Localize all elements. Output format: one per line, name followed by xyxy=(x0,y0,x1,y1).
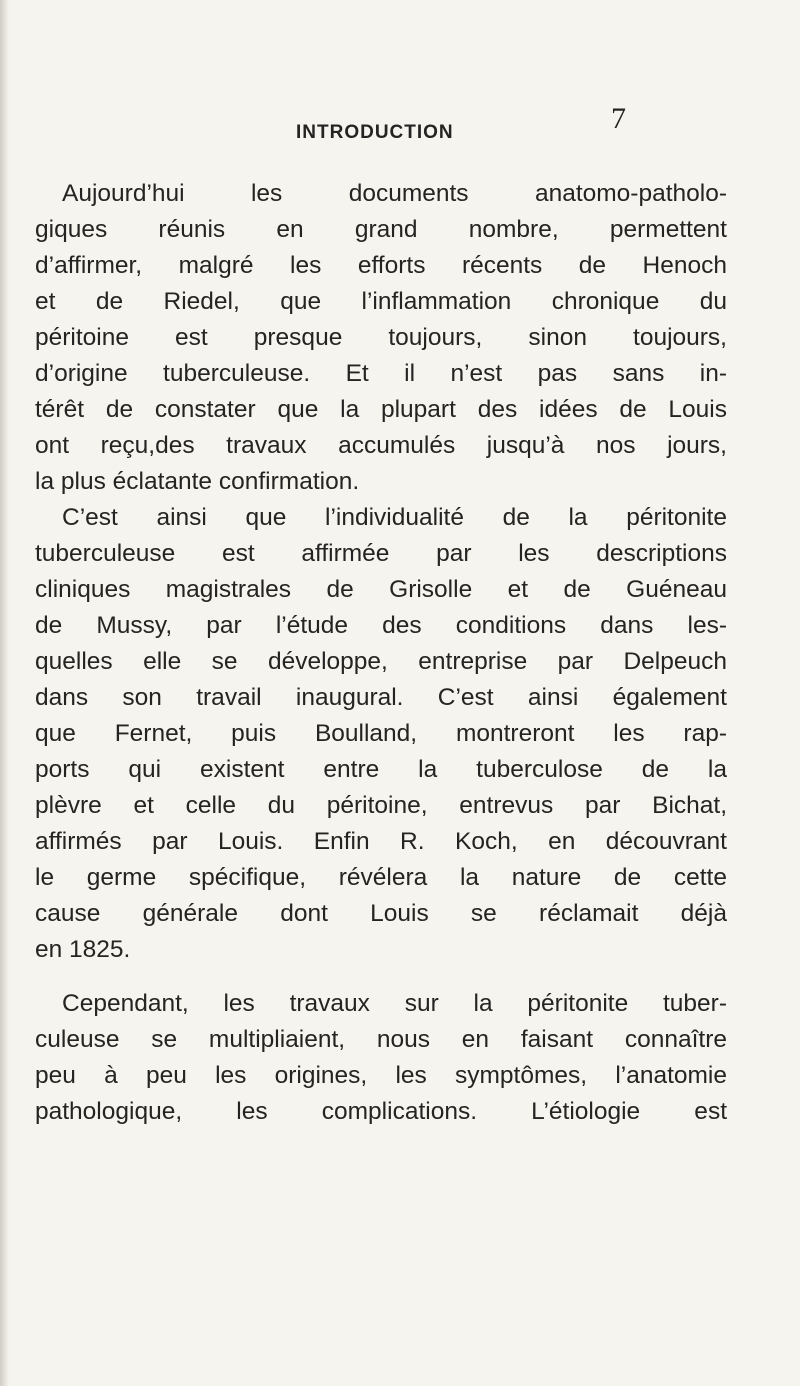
text-line: la plus éclatante confirmation. xyxy=(35,468,360,495)
text-line: pathologique, les complications. L’étiologie est xyxy=(35,1098,727,1125)
page-header xyxy=(0,102,800,152)
text-line: et de Riedel, que l’inflammation chronique du xyxy=(35,288,727,315)
text-line: le germe spécifique, révélera la nature de cette xyxy=(35,864,727,891)
text-line: Cependant, les travaux sur la péritonite tuber- xyxy=(62,990,727,1017)
text-line: de Mussy, par l’étude des conditions dans les- xyxy=(35,612,727,639)
text-line: Aujourd’hui les documents anatomo-patholo- xyxy=(62,180,727,207)
text-line: que Fernet, puis Boulland, montreront les rap- xyxy=(35,720,727,747)
text-line: ont reçu,des travaux accumulés jusqu’à nos jours, xyxy=(35,432,727,459)
text-line: d’origine tuberculeuse. Et il n’est pas sans in- xyxy=(35,360,727,387)
text-line: quelles elle se développe, entreprise par Delpeuch xyxy=(35,648,727,675)
running-title: INTRODUCTION xyxy=(296,122,454,143)
text-line: dans son travail inaugural. C’est ainsi également xyxy=(35,684,727,711)
text-line: ports qui existent entre la tuberculose de la xyxy=(35,756,727,783)
text-line: tuberculeuse est affirmée par les descriptions xyxy=(35,540,727,567)
text-line: giques réunis en grand nombre, permettent xyxy=(35,216,727,243)
text-line: péritoine est presque toujours, sinon toujours, xyxy=(35,324,727,351)
text-line: culeuse se multipliaient, nous en faisant connaître xyxy=(35,1026,727,1053)
text-line: plèvre et celle du péritoine, entrevus par Bichat, xyxy=(35,792,727,819)
page-edge-shadow xyxy=(0,0,9,1386)
text-line: affirmés par Louis. Enfin R. Koch, en découvrant xyxy=(35,828,727,855)
text-line: cliniques magistrales de Grisolle et de Guéneau xyxy=(35,576,727,603)
text-line: en 1825. xyxy=(35,936,131,963)
text-line: cause générale dont Louis se réclamait déjà xyxy=(35,900,727,927)
text-line: d’affirmer, malgré les efforts récents de Henoch xyxy=(35,252,727,279)
text-line: térêt de constater que la plupart des idées de Louis xyxy=(35,396,727,423)
text-line: C’est ainsi que l’individualité de la péritonite xyxy=(62,504,727,531)
text-line: peu à peu les origines, les symptômes, l’anatomie xyxy=(35,1062,727,1089)
page-number: 7 xyxy=(611,102,626,135)
